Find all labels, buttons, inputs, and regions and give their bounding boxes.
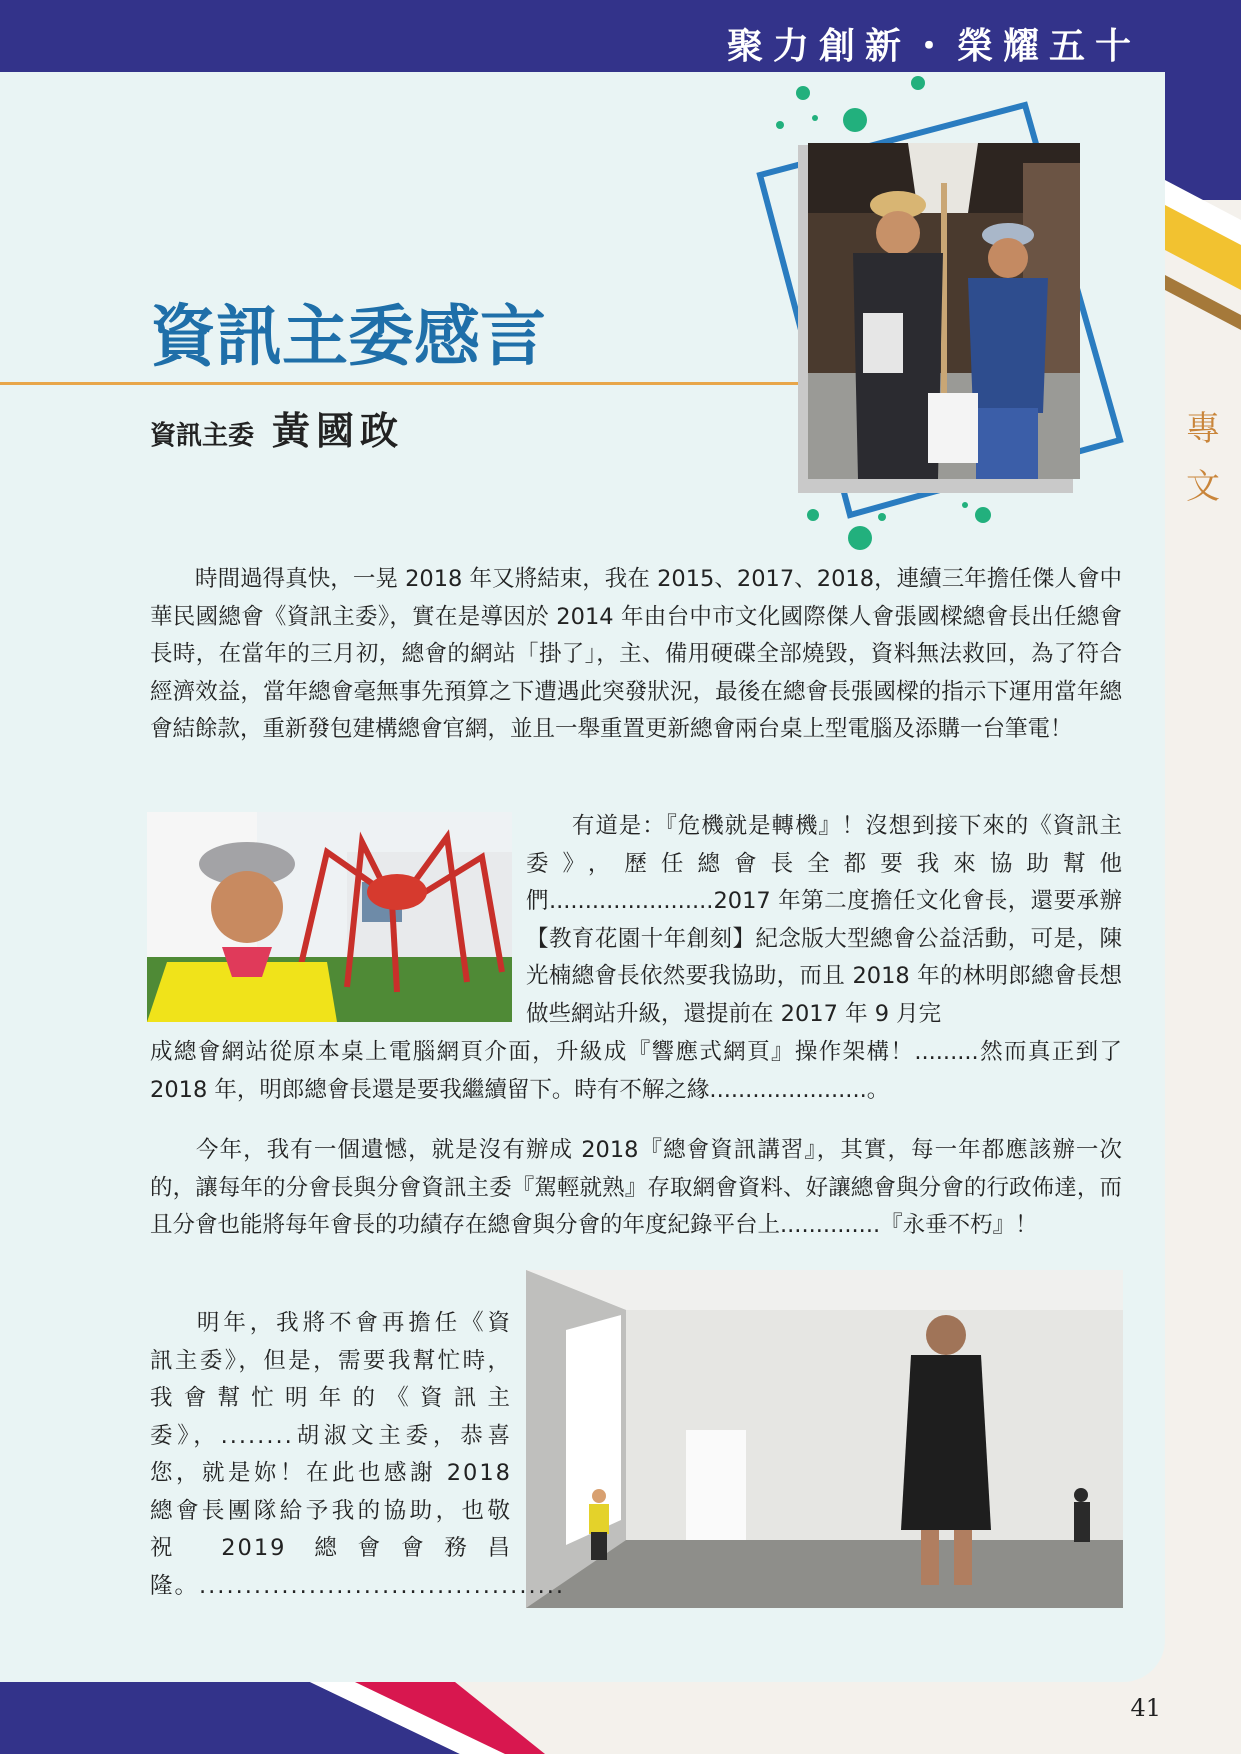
- paragraph-4-text: 明年，我將不會再擔任《資訊主委》，但是，需要我幫忙時，我會幫忙明年的《資訊主委》，........胡淑文主委，恭喜您，就是妳！在此也感謝 2018 總會長團隊給予我的協助，也敬祝 2019 總會會務昌隆。........................................: [150, 1310, 566, 1599]
- section-label-top: 專: [1186, 409, 1220, 449]
- paragraph-2-part-2: 成總會網站從原本桌上電腦網頁介面，升級成『響應式網頁』操作架構！.........然而真正到了 2018 年，明郎總會長還是要我繼續留下。時有不解之緣......................。: [150, 1039, 1122, 1103]
- paragraph-3-text: 今年，我有一個遺憾，就是沒有辦成 2018『總會資訊講習』，其實，每一年都應該辦一次的，讓每年的分會長與分會資訊主委『駕輕就熟』存取網會資料、好讓總會與分會的行政佈達，而且分會也能將每年會長的功績存在總會與分會的年度紀錄平台上..............『永垂不朽』！: [150, 1137, 1122, 1238]
- paragraph-3: [150, 1132, 1122, 1245]
- paragraph-1: [150, 561, 1122, 749]
- photo-gallery-giant-figure: [526, 1270, 1123, 1608]
- paragraph-4: [150, 1305, 566, 1605]
- author-byline: [150, 400, 404, 455]
- section-label: [1183, 400, 1223, 516]
- title-divider: [0, 382, 810, 385]
- paragraph-2-text-1: 有道是：『危機就是轉機』！沒想到接下來的《資訊主委》，歷任總會長全都要我來協助幫他們.......................2017 年第二度擔任文化會長，還要承辦【教育花園十年創刻】紀念版大型總會公益活動，可是，陳光楠總會長依然要我協助，而且 2018 年的林明郎總會長想做些網站升級，還提前在 2017 年 9 月完: [526, 813, 1122, 1027]
- footer-band: [0, 1682, 1241, 1754]
- page-title: 資訊主委感言: [150, 297, 546, 375]
- right-band: [1165, 0, 1241, 200]
- author-role: 資訊主委: [150, 421, 255, 451]
- photo-two-men: [808, 143, 1080, 479]
- author-name: 黃國政: [272, 408, 405, 453]
- page-number: 41: [1130, 1694, 1161, 1722]
- decorative-stripes: [1165, 180, 1241, 360]
- paragraph-1-text: 時間過得真快，一晃 2018 年又將結束，我在 2015、2017、2018，連續三年擔任傑人會中華民國總會《資訊主委》，實在是導因於 2014 年由台中市文化國際傑人會張國樑總會長出任總會長時，在當年的三月初，總會的網站「掛了」，主、備用硬碟全部燒毀，資料無法救回，為了符合經濟效益，當年總會毫無事先預算之下遭遇此突發狀況，最後在總會長張國樑的指示下運用當年總會結餘款，重新發包建構總會官網，並且一舉重置更新總會兩台桌上型電腦及添購一台筆電！: [150, 566, 1122, 742]
- photo-spider-sculpture-selfie: [147, 812, 512, 1022]
- section-label-bottom: 文: [1186, 467, 1220, 507]
- paragraph-2-part-1: [526, 808, 1122, 1033]
- header-slogan: 聚力創新・榮耀五十: [726, 25, 1141, 67]
